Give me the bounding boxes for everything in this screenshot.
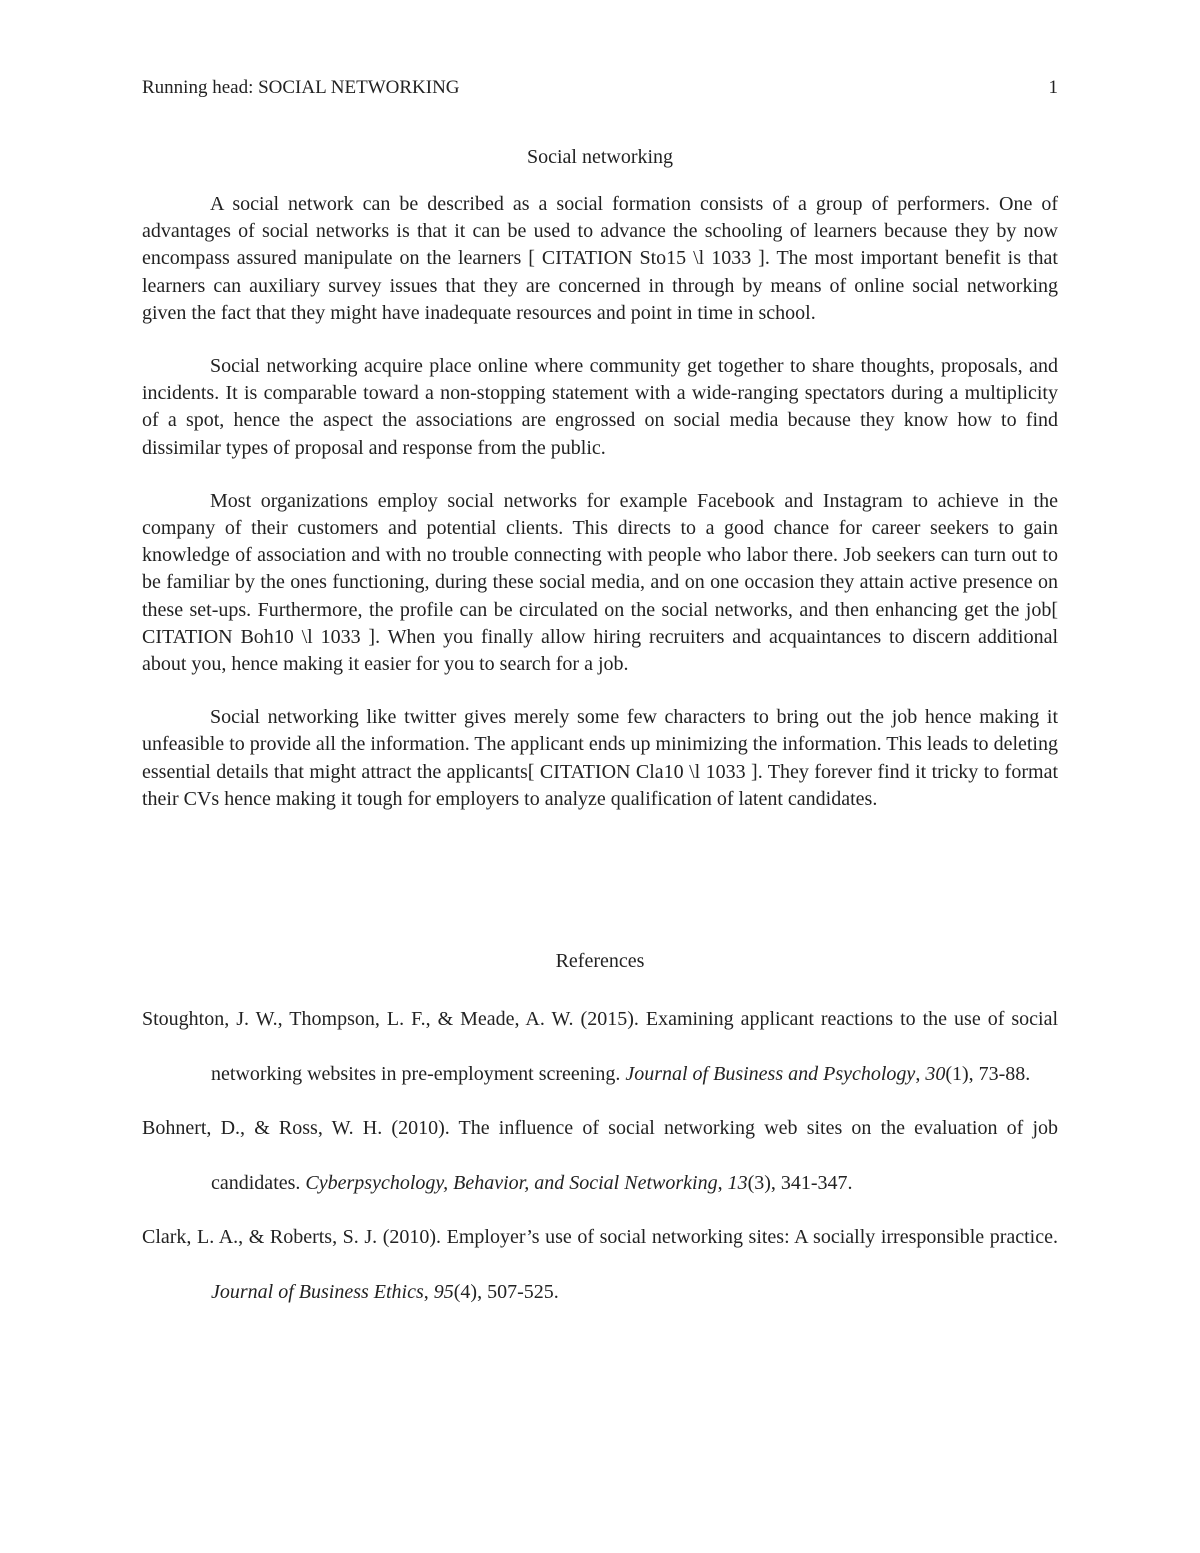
reference-separator: , <box>423 1280 434 1303</box>
reference-issue-pages: (3), 341-347. <box>747 1171 853 1194</box>
reference-separator: , <box>717 1171 728 1194</box>
paragraph: A social network can be described as a social formation consists of a group of performers. One of advantages of social networks is that it can be used to advance the schooling of learners because they by now encompass assured manipulate on the learners [ CITATION Sto15 \l 1033 ]. The most important benefit is that learners can auxiliary survey issues that they are concerned in through by means of online social networking given the fact that they might have inadequate resources and point in time in school. <box>142 193 1058 324</box>
page-number: 1 <box>1048 77 1058 98</box>
reference-issue-pages: (1), 73-88. <box>945 1062 1031 1085</box>
reference-issue-pages: (4), 507-525. <box>453 1280 559 1303</box>
reference-volume: 13 <box>727 1171 748 1194</box>
running-head: Running head: SOCIAL NETWORKING <box>142 77 460 98</box>
references-list <box>142 992 1058 1319</box>
reference-authors: Stoughton, J. W., Thompson, L. F., & Meade, A. W. (2015). Examining applicant reactions to the use of social networking websites in pre-employment screening. <box>142 1008 1058 1085</box>
reference-volume: 95 <box>433 1280 454 1303</box>
reference-journal: Cyberpsychology, Behavior, and Social Networking <box>305 1171 718 1194</box>
references-heading: References <box>555 950 645 972</box>
reference-authors: Clark, L. A., & Roberts, S. J. (2010). Employer’s use of social networking sites: A socially irresponsible practice. <box>142 1226 1058 1248</box>
reference-entry <box>142 1210 1058 1319</box>
reference-journal: Journal of Business Ethics <box>211 1280 424 1303</box>
paragraph: Social networking acquire place online where community get together to share thoughts, proposals, and incidents. It is comparable toward a non-stopping statement with a wide-ranging spectators during a multiplicity of a spot, hence the aspect the associations are engrossed on social media because they know how to find dissimilar types of proposal and response from the public. <box>142 355 1058 459</box>
reference-entry <box>142 1101 1058 1210</box>
paragraph: Social networking like twitter gives merely some few characters to bring out the job hence making it unfeasible to provide all the information. The applicant ends up minimizing the information. This leads to deleting essential details that might attract the applicants[ CITATION Cla10 \l 1033 ]. They forever find it tricky to format their CVs hence making it tough for employers to analyze qualification of latent candidates. <box>142 706 1058 810</box>
reference-separator: , <box>915 1062 926 1085</box>
reference-volume: 30 <box>925 1062 946 1085</box>
reference-journal: Journal of Business and Psychology <box>625 1062 916 1085</box>
reference-authors: Bohnert, D., & Ross, W. H. (2010). The influence of social networking web sites on the evaluation of job candidates. <box>142 1117 1058 1194</box>
paragraph: Most organizations employ social networks for example Facebook and Instagram to achieve in the company of their customers and potential clients. This directs to a good chance for career seekers to gain knowledge of association and with no trouble connecting with people who labor there. Job seekers can turn out to be familiar by the ones functioning, during these social media, and on one occasion they attain active presence on these set-ups. Furthermore, the profile can be circulated on the social networks, and then enhancing get the job[ CITATION Boh10 \l 1033 ]. When you finally allow hiring recruiters and acquaintances to discern additional about you, hence making it easier for you to search for a job. <box>142 489 1058 676</box>
body-text <box>142 191 1058 839</box>
document-title: Social networking <box>526 146 674 168</box>
reference-entry <box>142 992 1058 1101</box>
page-header <box>142 76 1058 100</box>
